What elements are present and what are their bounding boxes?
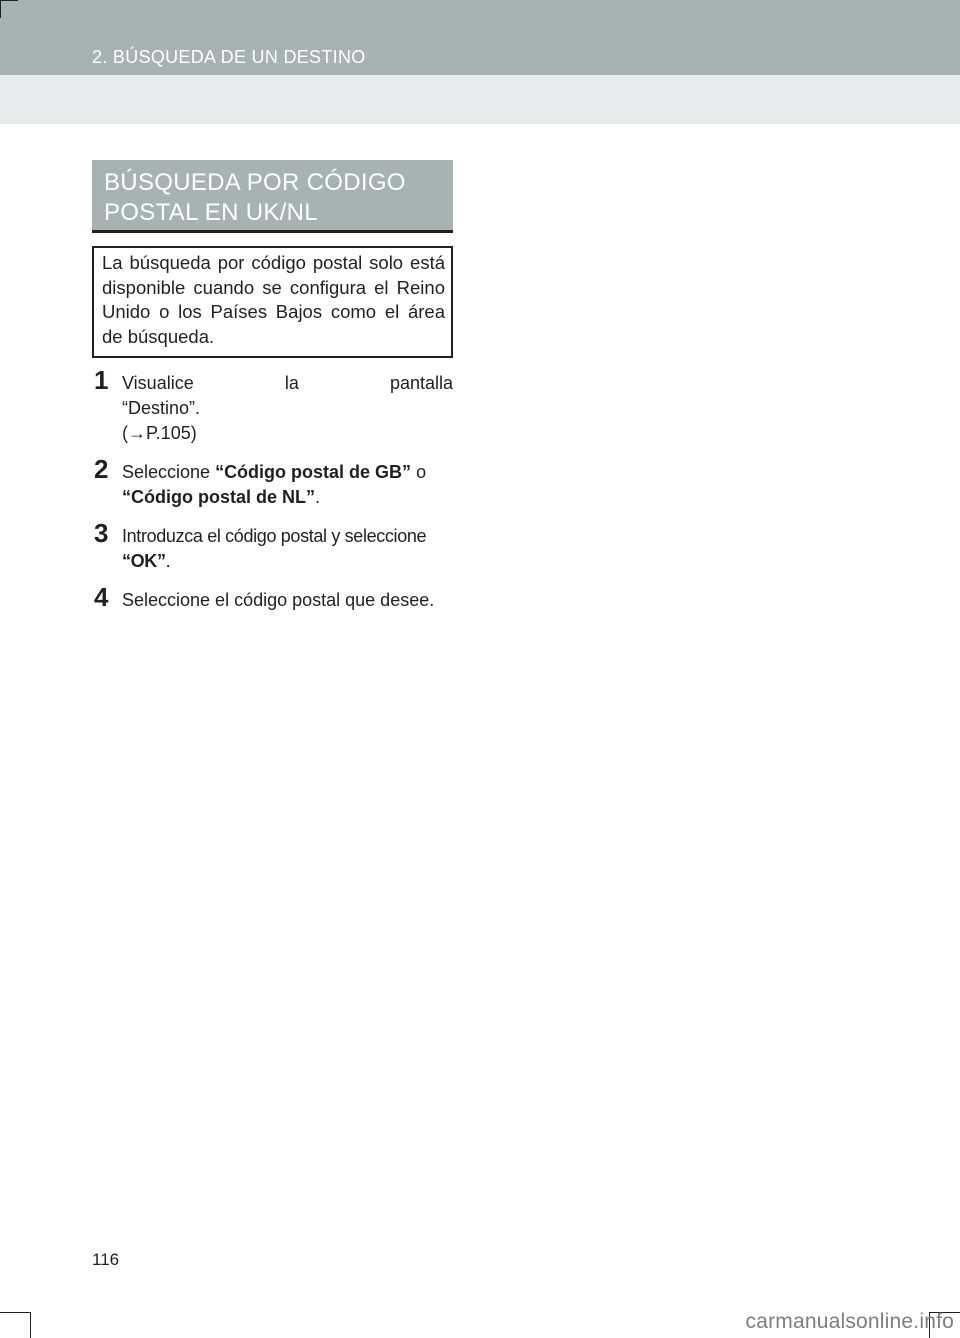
section-title-line1: BÚSQUEDA POR CÓDIGO [104,169,406,196]
watermark[interactable]: carmanualsonline.info [745,1310,954,1333]
section-title-line2: POSTAL EN UK/NL [104,199,318,226]
step-text [122,366,453,446]
step-bold-text: “Código postal de NL” [122,487,315,507]
step-4 [92,583,453,613]
page-number: 116 [92,1250,120,1269]
step-text-part: o [411,462,427,482]
step-text-part: . [315,487,321,507]
crop-mark [0,0,18,1]
step-text-part: Introduzca el código postal y seleccione [122,526,427,546]
step-text-part: Seleccione [122,462,216,482]
section-title [104,168,444,228]
intro-text: La búsqueda por código postal solo está disponible cuando se configura el Reino Unido o los Países Bajos como el área de búsqueda. [102,252,445,347]
step-text [122,455,453,510]
crop-mark [0,1312,30,1313]
section-heading-box [92,160,453,231]
crop-mark [0,0,1,18]
step-text [122,583,453,613]
page-reference-link[interactable]: (→P.105) [122,423,197,443]
crop-mark [30,1312,31,1338]
step-number: 4 [94,582,109,612]
section-rule [92,230,453,233]
step-number: 1 [94,365,109,395]
step-number: 2 [94,454,109,484]
step-number: 3 [94,518,109,548]
step-1 [92,366,453,446]
step-text-part: Seleccione el código postal que desee. [122,590,435,610]
steps-list [92,366,453,622]
step-text-part: . [165,551,171,571]
intro-box [92,246,453,358]
step-text [122,519,453,574]
step-2 [92,455,453,510]
chapter-title: 2. BÚSQUEDA DE UN DESTINO [92,47,366,67]
header-bar [0,0,960,75]
step-text-part: Visualice la pantalla “Destino”. [122,373,453,418]
step-bold-text: “OK” [122,551,166,571]
step-3 [92,519,453,574]
step-bold-text: “Código postal de GB” [215,462,412,482]
